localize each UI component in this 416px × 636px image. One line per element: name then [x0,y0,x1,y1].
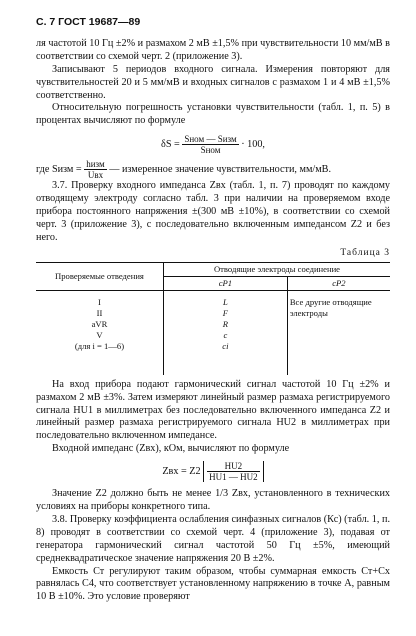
paragraph: Записывают 5 периодов входного сигнала. Измерения повторяют для чувствительностей 20 и 5 мм/мВ и входных сигналов с размахом 1 и 4 мВ ±1,5% соответственно. [36,63,390,101]
table-row [36,290,390,375]
paragraph: Входной импеданс (Zвх), кОм, вычисляют по формуле [52,443,290,455]
cp1-cell [163,290,287,375]
formula-delta [36,134,390,155]
formula-s-lhs: Sизм = [51,164,82,176]
cp2-text: Все другие отводящие электроды [289,296,372,318]
definition-prefix: где [36,164,50,176]
paragraph: Емкость Ст регулируют таким образом, чтобы суммарная емкость Ст+Сх равнялась С4, что соответствует установленному напряжению в точке A, равным 10 В ±10%. Это условие проверяют [36,565,390,603]
fraction [84,159,106,180]
lead-item: V [96,329,103,340]
paragraph: На вход прибора подают гармонический сигнал частотой 10 Гц ±2% и размахом 2 мВ ±3%. Затем измеряют линейный размер размаха регистрируемого сигнала HU1 в миллиметрах без последовательно включенного импеданса Z2 и линейный размер размаха регистрируемого сигнала HU2 в миллиметрах при последовательно включенном импедансе. [36,378,390,442]
electrode-item: F [222,307,228,318]
leads-table [36,262,390,375]
fraction-numerator: HU2 [207,461,260,472]
col-lead-header: Проверяемые отведения [36,262,163,290]
page-header: С. 7 ГОСТ 19687—89 [36,16,141,28]
electrode-item: L [222,296,228,307]
paragraph: ля частотой 10 Гц ±2% и размахом 2 мВ ±1,5% при чувствительности 10 мм/мВ в соответствии со схемой черт. 2 (приложение 3). [36,37,390,62]
col-cp2-header: cP2 [287,276,390,290]
cp2-cell [287,290,390,375]
fraction-denominator: Sном [200,145,221,156]
lead-item: II [96,307,103,318]
paragraph: 3.8. Проверку коэффициента ослабления синфазных сигналов (Кс) (табл. 1, п. 8) проводят в соответствии со схемой черт. 4 (приложение 3), подавая от генератора гармонический сигнал частотой 50 Гц ±5%, имеющий среднеквадратическое значение напряжения 20 В ±2%. [36,513,390,564]
definition-suffix: — измеренное значение чувствительности, мм/мВ. [109,164,332,176]
formula-definition [36,159,390,180]
electrode-list [166,297,285,352]
fraction [207,461,260,482]
lead-item: I [98,296,101,307]
lead-item: aVR [91,318,108,329]
formula-impedance [36,461,390,482]
lead-item: (для i = 1—6) [74,340,125,351]
abs-bars [203,461,264,482]
electrode-item: c [223,329,228,340]
table-caption: Таблица 3 [340,247,390,258]
lead-list [38,297,161,352]
paragraph: 3.7. Проверку входного импеданса Zвх (табл. 1, п. 7) проводят по каждому отводящему электроду согласно табл. 3 при наличии на проверяемом входе прибора постоянного напряжения ±(300 мВ ±10%), в соответствии со схемой черт. 3 (приложение 3), с последовательно включенным импедансом Z2 и без него. [36,180,390,243]
table-header-row [36,262,390,276]
fraction-numerator: Sном — Sизм [184,134,237,145]
electrode-item: ci [222,340,229,351]
formula-lhs: δS = [161,139,180,151]
fraction-numerator: hизм [86,159,105,170]
fraction-denominator: HU1 — HU2 [209,472,258,483]
formula-rhs: · 100, [241,139,265,151]
col-electrodes-header: Отводящие электроды соединение [163,262,390,276]
lead-cell [36,290,163,375]
electrode-item: R [222,318,228,329]
fraction-denominator: Uвх [87,170,104,181]
col-cp1-header: cP1 [163,276,287,290]
paragraph: Значение Z2 должно быть не менее 1/3 Zвх, установленного в технических условиях на приборы конкретного типа. [36,488,390,513]
paragraph: Относительную погрешность установки чувствительности (табл. 1, п. 5) в процентах вычисляют по формуле [36,102,390,127]
formula-lhs: Zвх = Z2 [162,465,201,477]
fraction [182,134,238,155]
